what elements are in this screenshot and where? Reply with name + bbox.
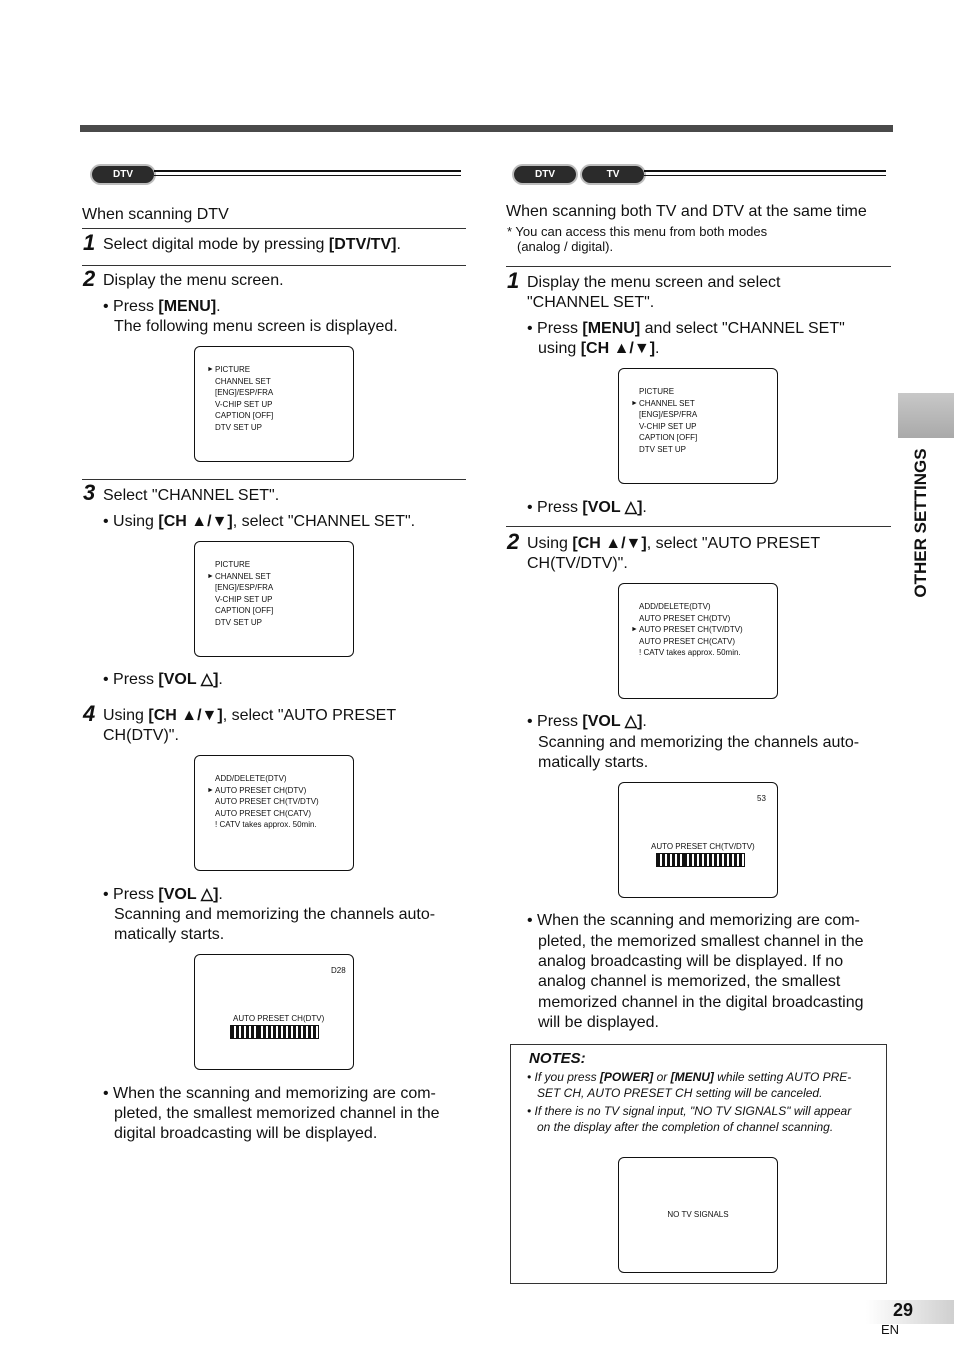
menu-item: ! CATV takes approx. 50min. [639,648,741,657]
step-text: Scanning and memorizing the channels auto- [538,734,860,751]
step-text: Scanning and memorizing the channels auto- [114,906,436,923]
progress-segment [298,1026,301,1038]
menu-item: V-CHIP SET UP [215,399,273,409]
step-number: 1 [507,268,520,293]
menu-item: ADD/DELETE(DTV) [215,774,287,783]
dtv-badge: DTV [514,166,576,183]
step-bullet: • Press [VOL △]. [103,671,223,688]
menu-item: AUTO PRESET CH(TV/DTV) [215,797,319,806]
step-text: Display the menu screen. [103,272,284,289]
step-number: 2 [507,529,520,554]
separator [506,526,891,527]
final-text: analog broadcasting will be displayed. If no [538,953,844,970]
menu-item: PICTURE [215,365,251,374]
menu-screen [618,583,778,699]
progress-segment [263,1026,266,1038]
menu-item: AUTO PRESET CH(CATV) [215,808,312,818]
progress-segment [278,1026,281,1038]
section-tab [898,393,954,438]
page-language: EN [881,1322,900,1337]
progress-label: AUTO PRESET CH(DTV) [233,1014,325,1023]
menu-item: ADD/DELETE(DTV) [639,602,711,611]
menu-item: DTV SET UP [215,617,262,627]
progress-segment [672,854,675,866]
menu-screen [194,346,354,462]
step-bullet: • Press [VOL △]. [527,713,647,730]
menu-list [631,601,743,659]
tv-badge: TV [582,166,644,183]
progress-segment [719,854,722,866]
progress-segment [313,1026,316,1038]
progress-segment [241,1026,244,1038]
menu-item: DTV SET UP [639,444,686,454]
final-text: • When the scanning and memorizing are com- [527,912,860,929]
cursor-icon: ► [207,572,214,580]
cursor-icon: ► [207,366,214,373]
progress-segment [729,854,732,866]
badge-rule [154,170,461,176]
step-number: 4 [83,701,96,726]
separator [506,266,891,267]
step-text: The following menu screen is displayed. [114,318,398,335]
progress-segment [273,1026,276,1038]
progress-segment [246,1026,249,1038]
step-text: Select digital mode by pressing [DTV/TV]. [103,236,401,253]
channel-number: 53 [757,794,766,803]
channel-number: D28 [331,966,346,975]
step-bullet: • Press [VOL △]. [527,499,647,516]
no-signal-screen [618,1157,778,1273]
step-bullet: • Press [MENU]. [103,298,221,315]
cursor-icon: ► [631,626,638,633]
menu-screen [618,368,778,484]
progress-segment [704,854,707,866]
step-text: Display the menu screen and select [527,274,781,291]
progress-segment [662,854,665,866]
menu-item: [ENG]/ESP/FRA [215,388,274,397]
note-item: on the display after the completion of channel scanning. [537,1120,834,1134]
menu-list [207,559,274,628]
progress-segment [308,1026,311,1038]
final-text: • When the scanning and memorizing are com- [103,1085,436,1102]
step-text: CH(TV/DTV)". [527,555,628,572]
progress-screen [618,782,778,898]
note-text: * You can access this menu from both modes [507,224,768,239]
progress-bar [230,1025,319,1039]
step-text: matically starts. [538,754,649,771]
menu-item: AUTO PRESET CH(TV/DTV) [639,625,743,634]
menu-item: CAPTION [OFF] [639,433,698,442]
progress-segment [268,1026,271,1038]
separator [82,228,466,229]
note-text: (analog / digital). [517,239,614,254]
cursor-icon: ► [631,399,638,407]
progress-segment [694,854,697,866]
progress-segment [709,854,712,866]
progress-segment [714,854,717,866]
progress-segment [739,854,742,866]
final-text: digital broadcasting will be displayed. [114,1125,378,1142]
step-text: matically starts. [114,926,225,943]
progress-label: AUTO PRESET CH(TV/DTV) [651,842,755,851]
progress-segment [293,1026,296,1038]
menu-item: CAPTION [OFF] [215,606,274,615]
progress-segment [724,854,727,866]
left-heading: When scanning DTV [82,206,229,223]
final-text: memorized channel in the digital broadcasting [538,994,864,1011]
section-label: OTHER SETTINGS [911,447,930,598]
menu-item: AUTO PRESET CH(DTV) [215,785,307,795]
progress-segment [734,854,737,866]
menu-list [207,773,319,831]
progress-segment [283,1026,286,1038]
step-bullet: • Using [CH ▲/▼], select "CHANNEL SET". [103,513,416,530]
menu-list [631,386,698,455]
notes-box [510,1044,887,1284]
menu-item: [ENG]/ESP/FRA [215,583,274,592]
progress-segment [677,854,680,866]
note-item: SET CH, AUTO PRESET CH setting will be canceled. [537,1086,823,1100]
step-number: 2 [83,266,96,291]
final-text: pleted, the smallest memorized channel in the [114,1105,440,1122]
progress-segment [682,854,687,866]
step-number: 3 [83,480,96,505]
separator [82,479,466,480]
menu-screen [194,755,354,871]
menu-item: CHANNEL SET [215,571,271,581]
progress-segment [236,1026,239,1038]
menu-item: AUTO PRESET CH(DTV) [639,613,731,623]
final-text: pleted, the memorized smallest channel in the [538,933,864,950]
menu-item: CHANNEL SET [639,398,695,408]
progress-segment [667,854,670,866]
menu-screen [194,541,354,657]
notes-title: NOTES: [529,1050,586,1067]
menu-item: V-CHIP SET UP [639,421,697,431]
step-number: 1 [83,230,96,255]
top-rule [80,125,893,132]
menu-item: DTV SET UP [215,422,262,432]
progress-segment [657,854,660,866]
menu-item: CAPTION [OFF] [215,411,274,420]
page-number: 29 [893,1300,914,1320]
progress-segment [689,854,692,866]
progress-segment [288,1026,291,1038]
progress-segment [251,1026,254,1038]
step-bullet: • Press [MENU] and select "CHANNEL SET" [527,320,845,337]
final-text: analog channel is memorized, the smallest [538,973,841,990]
separator [82,265,466,266]
progress-bar [656,853,745,867]
menu-item: AUTO PRESET CH(CATV) [639,636,736,646]
note-item: • If there is no TV signal input, "NO TV SIGNALS" will appear [527,1104,852,1118]
progress-segment [256,1026,261,1038]
menu-item: PICTURE [639,387,675,396]
dtv-badge: DTV [92,166,154,183]
no-signal-text: NO TV SIGNALS [667,1210,729,1219]
note-item: • If you press [POWER] or [MENU] while setting AUTO PRE- [527,1070,852,1084]
step-bullet: • Press [VOL △]. [103,886,223,903]
menu-list [207,364,274,433]
progress-segment [231,1026,234,1038]
progress-screen [194,954,354,1070]
step-text: using [CH ▲/▼]. [538,340,660,357]
step-text: Using [CH ▲/▼], select "AUTO PRESET [527,535,821,552]
progress-segment [699,854,702,866]
step-text: CH(DTV)". [103,727,179,744]
menu-item: V-CHIP SET UP [215,594,273,604]
menu-item: PICTURE [215,560,251,569]
final-text: will be displayed. [538,1014,659,1031]
step-text: "CHANNEL SET". [527,294,655,311]
menu-item: ! CATV takes approx. 50min. [215,820,317,829]
right-heading: When scanning both TV and DTV at the same time [506,203,867,220]
step-text: Using [CH ▲/▼], select "AUTO PRESET [103,707,397,724]
menu-item: [ENG]/ESP/FRA [639,410,698,419]
step-text: Select "CHANNEL SET". [103,487,280,504]
menu-item: CHANNEL SET [215,376,271,386]
badge-rule [644,170,886,176]
cursor-icon: ► [207,786,214,794]
progress-segment [303,1026,306,1038]
